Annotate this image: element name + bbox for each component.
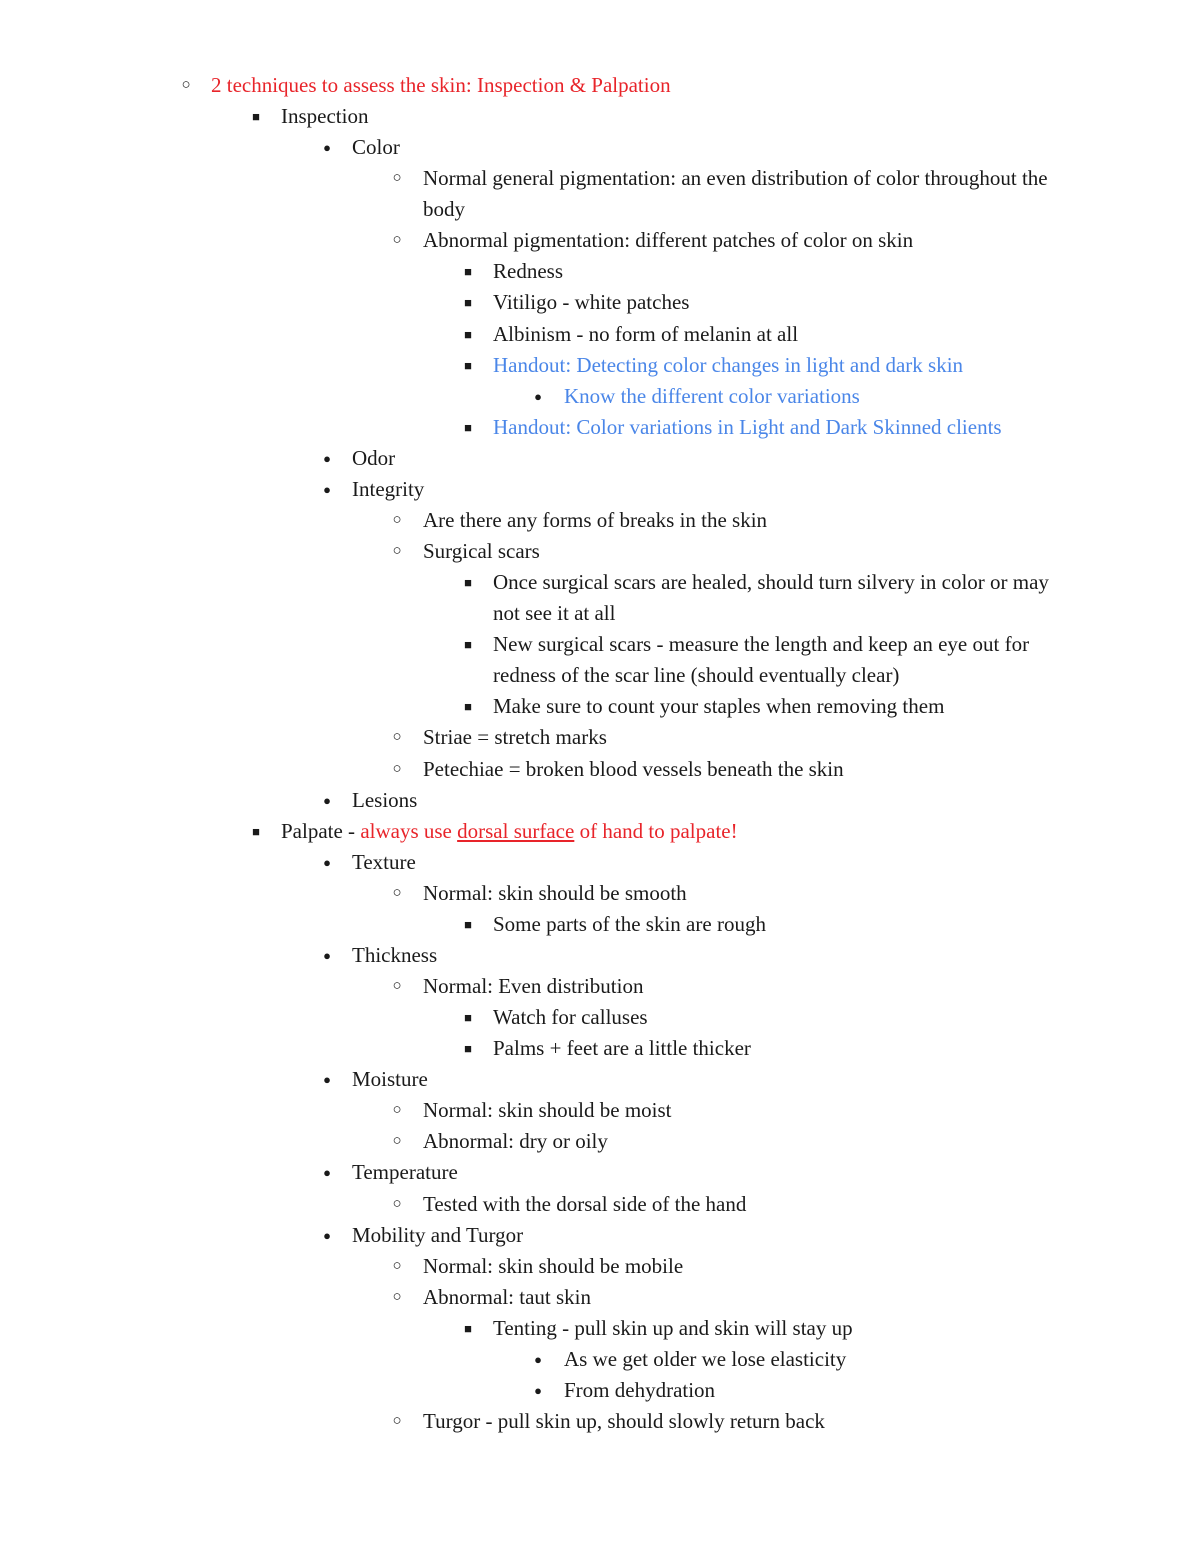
disc-bullet-icon	[526, 1375, 550, 1407]
outline-item-text	[352, 443, 395, 474]
outline-item-text	[493, 412, 1002, 443]
text-segment: Are there any forms of breaks in the skin	[423, 507, 768, 532]
outline-item	[0, 691, 1160, 722]
text-segment: not see it at all	[493, 601, 616, 626]
outline-item	[0, 163, 1160, 194]
square-bullet-icon	[456, 629, 480, 661]
outline-item	[0, 1282, 1160, 1313]
outline-item	[0, 878, 1160, 909]
outline-item	[0, 1064, 1160, 1095]
outline-item	[0, 660, 1160, 691]
text-segment: Abnormal: dry or oily	[423, 1129, 608, 1154]
outline-item-text	[352, 1220, 523, 1251]
disc-bullet-icon	[315, 132, 339, 164]
disc-bullet-icon	[526, 381, 550, 413]
circle-bullet-icon	[174, 70, 198, 101]
outline-item-text	[493, 629, 1029, 660]
square-bullet-icon	[456, 412, 480, 444]
circle-bullet-icon	[385, 1251, 409, 1282]
circle-bullet-icon	[385, 1126, 409, 1157]
outline-item	[0, 722, 1160, 753]
disc-bullet-icon	[315, 474, 339, 506]
text-segment: Lesions	[352, 787, 418, 812]
text-segment: Tested with the dorsal side of the hand	[423, 1191, 747, 1216]
circle-bullet-icon	[385, 505, 409, 536]
outline-item	[0, 412, 1160, 443]
outline-item-text	[564, 381, 860, 412]
outline-item	[0, 629, 1160, 660]
circle-bullet-icon	[385, 878, 409, 909]
text-segment: dorsal surface	[457, 818, 575, 843]
outline-item	[0, 847, 1160, 878]
outline-item	[0, 1126, 1160, 1157]
outline-item	[0, 816, 1160, 847]
text-segment: From dehydration	[564, 1377, 716, 1402]
outline-item	[0, 381, 1160, 412]
outline-item	[0, 132, 1160, 163]
text-segment: of hand to palpate!	[574, 818, 738, 843]
outline-item	[0, 1344, 1160, 1375]
outline-item-text	[423, 536, 540, 567]
outline-item-text	[423, 1189, 746, 1220]
circle-bullet-icon	[385, 536, 409, 567]
outline-item-text	[423, 1251, 683, 1282]
circle-bullet-icon	[385, 163, 409, 194]
text-segment: Albinism - no form of melanin at all	[493, 321, 799, 346]
text-segment: Normal: skin should be smooth	[423, 880, 687, 905]
circle-bullet-icon	[385, 1189, 409, 1220]
outline-item	[0, 287, 1160, 318]
circle-bullet-icon	[385, 971, 409, 1002]
outline-item-text	[493, 1033, 751, 1064]
outline-item-text	[493, 350, 963, 381]
outline-item-text	[423, 1406, 825, 1437]
text-segment: Moisture	[352, 1067, 428, 1092]
outline-item	[0, 785, 1160, 816]
square-bullet-icon	[456, 909, 480, 941]
text-segment: redness of the scar line (should eventually clear)	[493, 663, 900, 688]
text-segment: Palms + feet are a little thicker	[493, 1036, 751, 1061]
outline-item-text	[352, 1157, 458, 1188]
text-segment: Temperature	[352, 1160, 458, 1185]
outline-item-text	[352, 474, 424, 505]
text-segment: Make sure to count your staples when removing them	[493, 694, 945, 719]
circle-bullet-icon	[385, 1406, 409, 1437]
outline-item-text	[493, 287, 689, 318]
outline-item	[0, 567, 1160, 598]
outline-item	[0, 754, 1160, 785]
circle-bullet-icon	[385, 754, 409, 785]
disc-bullet-icon	[315, 785, 339, 817]
text-segment: Abnormal pigmentation: different patches of color on skin	[423, 228, 914, 253]
square-bullet-icon	[244, 816, 268, 848]
text-segment: Abnormal: taut skin	[423, 1284, 591, 1309]
outline-item-text	[493, 691, 944, 722]
text-segment: Vitiligo - white patches	[493, 290, 690, 315]
outline-item-text	[564, 1375, 715, 1406]
disc-bullet-icon	[315, 847, 339, 879]
text-segment: Color	[352, 135, 400, 160]
text-segment: Know the different color variations	[564, 383, 860, 408]
circle-bullet-icon	[385, 1282, 409, 1313]
text-segment: Once surgical scars are healed, should turn silvery in color or may	[493, 570, 1049, 595]
outline-item	[0, 971, 1160, 1002]
square-bullet-icon	[456, 1033, 480, 1065]
outline-item	[0, 909, 1160, 940]
outline-item-text	[493, 909, 766, 940]
outline-item-text	[423, 1126, 608, 1157]
square-bullet-icon	[456, 256, 480, 288]
outline-item-text	[423, 194, 465, 225]
outline-item-text	[493, 567, 1049, 598]
square-bullet-icon	[456, 287, 480, 319]
outline-item-text	[493, 660, 899, 691]
text-segment: Normal: skin should be mobile	[423, 1253, 684, 1278]
outline-item	[0, 70, 1160, 101]
outline-item	[0, 1157, 1160, 1188]
outline-item	[0, 1033, 1160, 1064]
outline-item-text	[352, 785, 417, 816]
outline-item	[0, 101, 1160, 132]
outline-item	[0, 598, 1160, 629]
text-segment: Petechiae = broken blood vessels beneath the skin	[423, 756, 844, 781]
outline-item-text	[564, 1344, 846, 1375]
text-segment: Tenting - pull skin up and skin will stay up	[493, 1315, 853, 1340]
outline-item-text	[423, 754, 844, 785]
outline-item	[0, 1406, 1160, 1437]
disc-bullet-icon	[315, 1220, 339, 1252]
square-bullet-icon	[456, 1002, 480, 1034]
outline-item	[0, 1313, 1160, 1344]
text-segment: Integrity	[352, 476, 425, 501]
text-segment: As we get older we lose elasticity	[564, 1346, 847, 1371]
text-segment: Striae = stretch marks	[423, 725, 607, 750]
outline-item-text	[423, 163, 1048, 194]
outline-item-text	[281, 816, 738, 847]
text-segment: Texture	[352, 849, 416, 874]
outline-item	[0, 319, 1160, 350]
text-segment: Surgical scars	[423, 539, 540, 564]
outline-item	[0, 443, 1160, 474]
outline-item-text	[423, 971, 643, 1002]
outline-item	[0, 505, 1160, 536]
outline-item-text	[423, 1282, 591, 1313]
square-bullet-icon	[456, 567, 480, 599]
outline-item	[0, 1002, 1160, 1033]
outline-item-text	[423, 722, 607, 753]
text-segment: Handout: Color variations in Light and Dark Skinned clients	[493, 414, 1002, 439]
outline-item	[0, 1220, 1160, 1251]
outline-item	[0, 350, 1160, 381]
outline-item-text	[281, 101, 368, 132]
square-bullet-icon	[244, 101, 268, 133]
circle-bullet-icon	[385, 722, 409, 753]
text-segment: Redness	[493, 259, 563, 284]
outline-item	[0, 1375, 1160, 1406]
disc-bullet-icon	[526, 1344, 550, 1376]
outline-item	[0, 1251, 1160, 1282]
outline-item-text	[493, 1313, 853, 1344]
text-segment: Some parts of the skin are rough	[493, 911, 766, 936]
outline-item	[0, 474, 1160, 505]
text-segment: Normal: skin should be moist	[423, 1098, 672, 1123]
outline-item-text	[493, 1002, 648, 1033]
text-segment: Inspection	[281, 104, 369, 129]
circle-bullet-icon	[385, 225, 409, 256]
outline-item-text	[352, 1064, 428, 1095]
text-segment: Handout: Detecting color changes in light and dark skin	[493, 352, 964, 377]
outline-item-text	[423, 225, 913, 256]
square-bullet-icon	[456, 1313, 480, 1345]
text-segment: Watch for calluses	[493, 1005, 648, 1030]
square-bullet-icon	[456, 691, 480, 723]
outline-item	[0, 256, 1160, 287]
square-bullet-icon	[456, 319, 480, 351]
outline-item-text	[211, 70, 671, 101]
text-segment: Palpate -	[281, 818, 361, 843]
square-bullet-icon	[456, 350, 480, 382]
text-segment: Odor	[352, 445, 396, 470]
text-segment: Turgor - pull skin up, should slowly return back	[423, 1409, 825, 1433]
text-segment: Thickness	[352, 942, 438, 967]
outline-item-text	[493, 256, 563, 287]
disc-bullet-icon	[315, 940, 339, 972]
outline-item-text	[352, 940, 437, 971]
text-segment: body	[423, 197, 465, 222]
outline-item	[0, 536, 1160, 567]
text-segment: always use	[360, 818, 458, 843]
outline-item	[0, 1189, 1160, 1220]
text-segment: 2 techniques to assess the skin: Inspection & Palpation	[211, 73, 671, 97]
outline-item-text	[352, 847, 416, 878]
text-segment: New surgical scars - measure the length and keep an eye out for	[493, 632, 1030, 657]
outline-item-text	[423, 878, 687, 909]
disc-bullet-icon	[315, 443, 339, 475]
text-segment: Mobility and Turgor	[352, 1222, 524, 1247]
outline-item	[0, 225, 1160, 256]
outline-item	[0, 940, 1160, 971]
text-segment: Normal general pigmentation: an even distribution of color throughout the	[423, 166, 1048, 191]
outline-item-text	[493, 598, 615, 629]
circle-bullet-icon	[385, 1095, 409, 1126]
outline-item	[0, 1095, 1160, 1126]
outline-item	[0, 194, 1160, 225]
outline-item-text	[423, 1095, 672, 1126]
outline-item-text	[493, 319, 798, 350]
text-segment: Normal: Even distribution	[423, 974, 644, 999]
disc-bullet-icon	[315, 1064, 339, 1096]
outline-item-text	[352, 132, 400, 163]
disc-bullet-icon	[315, 1157, 339, 1189]
outline-item-text	[423, 505, 767, 536]
